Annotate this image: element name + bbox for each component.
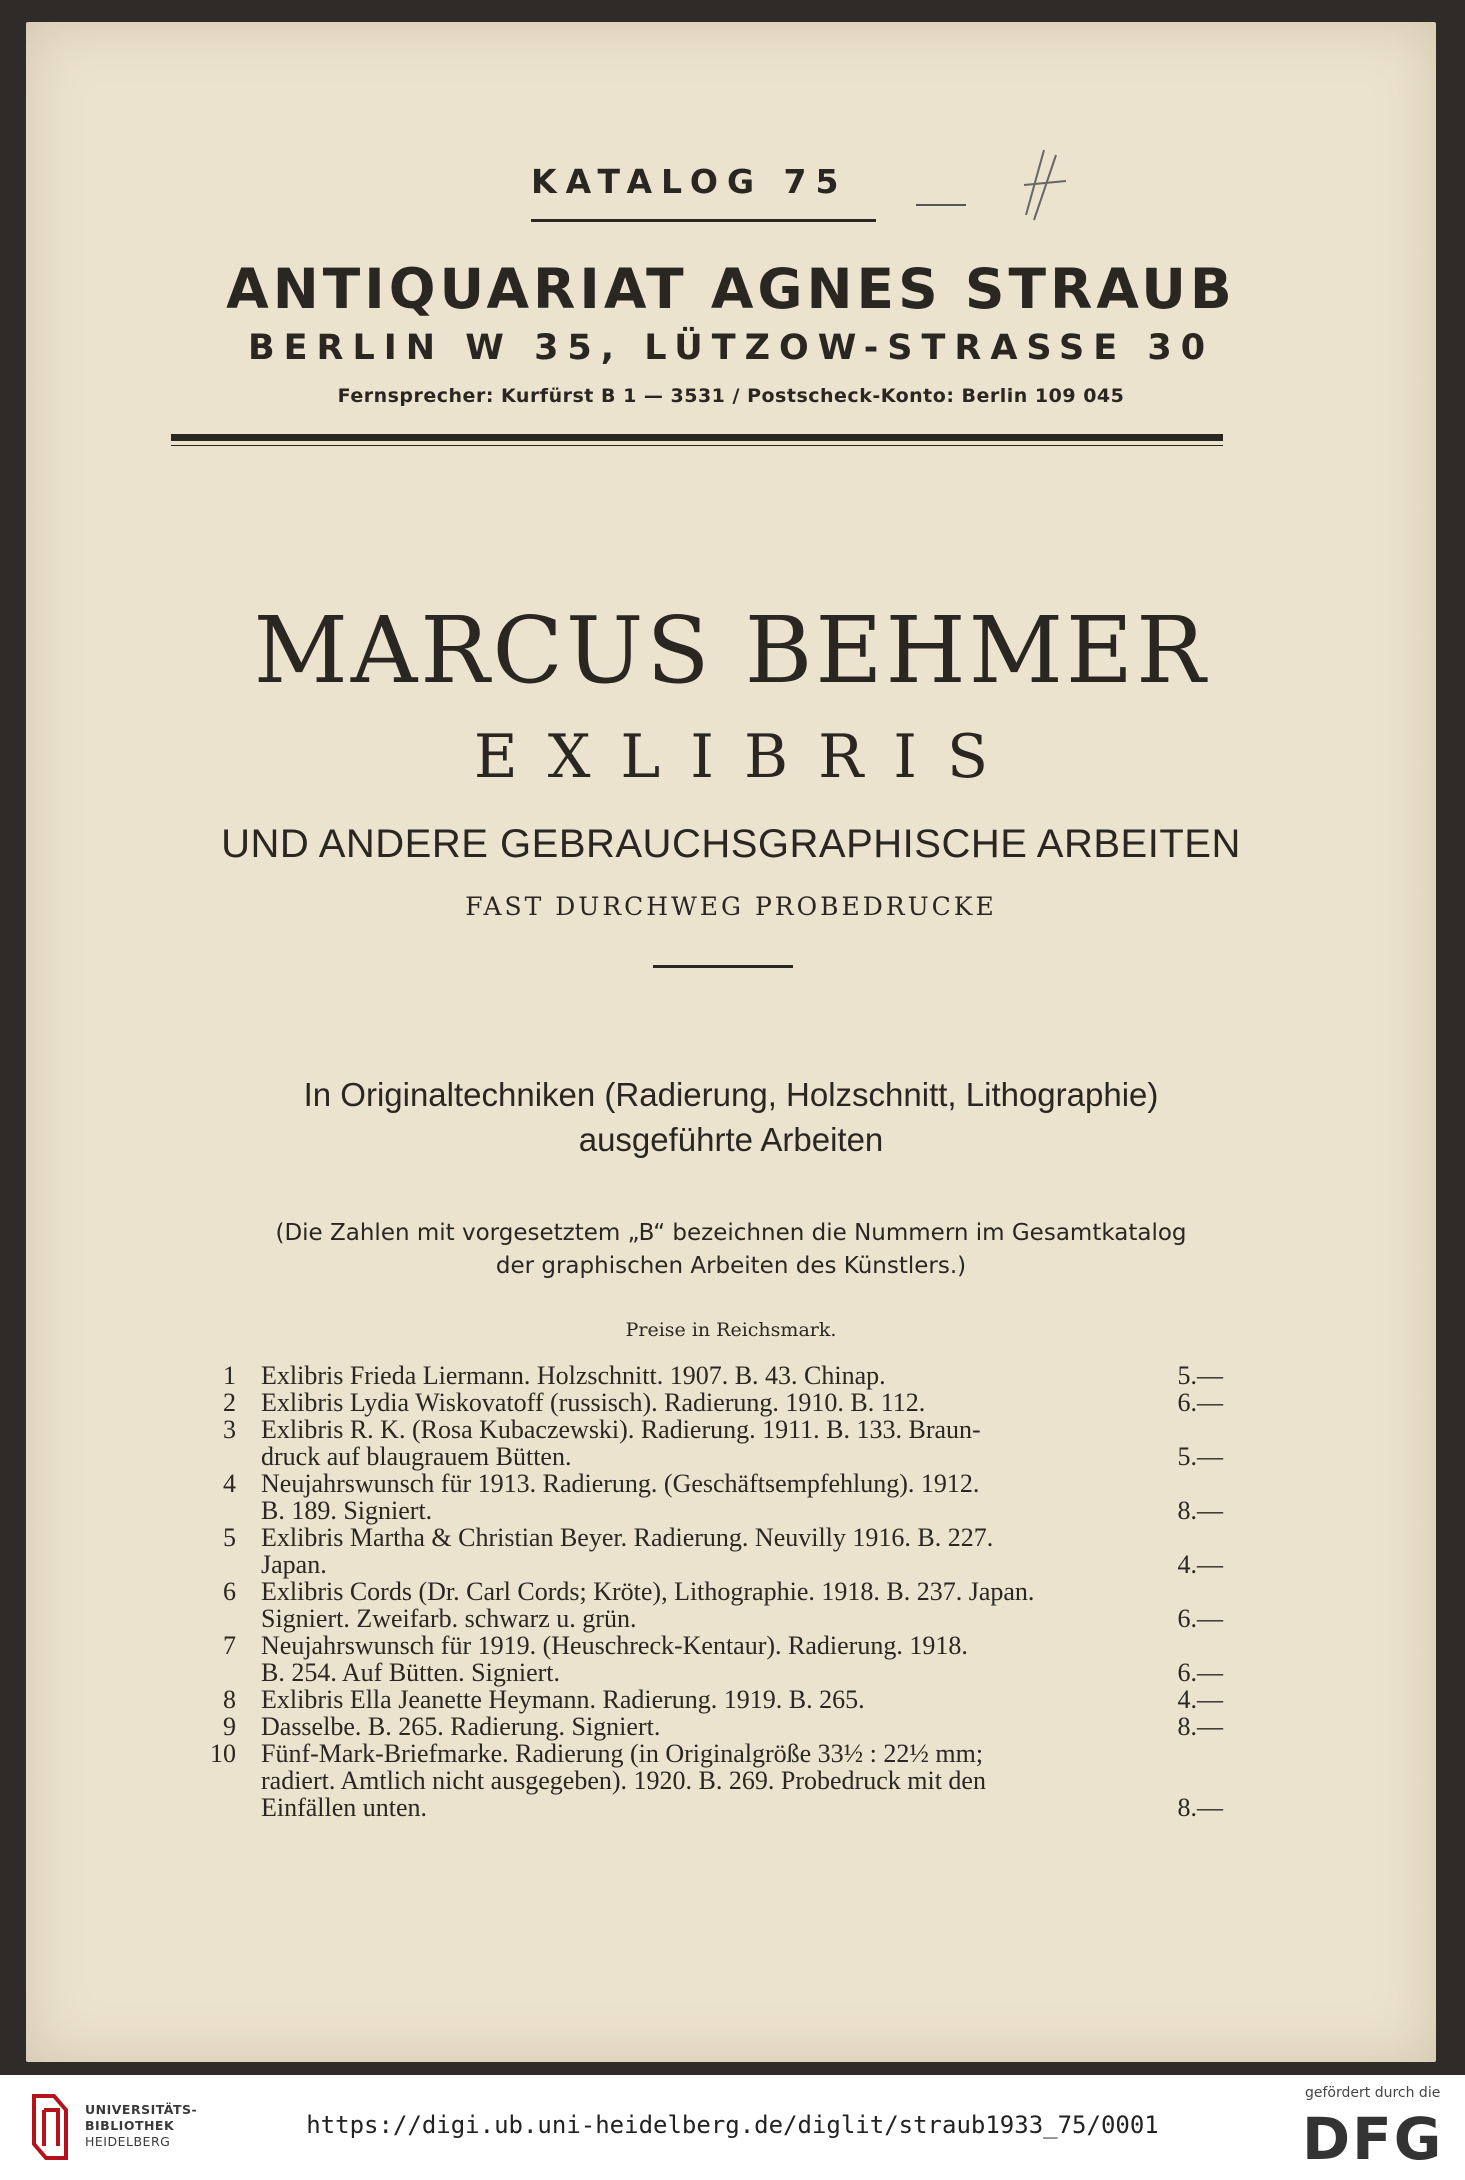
item-final-line <box>261 1659 1223 1686</box>
library-name-line: UNIVERSITÄTS- <box>85 2102 198 2117</box>
exlibris-heading: EXLIBRIS <box>473 722 1019 792</box>
item-price: 4.— <box>1177 1685 1223 1714</box>
catalog-item <box>186 1524 1223 1578</box>
item-number: 2 <box>223 1388 236 1417</box>
note-line: der graphischen Arbeiten des Künstlers.) <box>495 1253 967 1279</box>
item-final-line <box>261 1362 1223 1389</box>
item-final-line <box>261 1551 1223 1578</box>
item-description-line: Neujahrswunsch für 1913. Radierung. (Geschäftsempfehlung). 1912. <box>261 1469 980 1498</box>
catalog-item <box>186 1389 1223 1416</box>
subsubtitle: FAST DURCHWEG PROBEDRUCKE <box>465 892 997 921</box>
item-description-line: Exlibris Frieda Liermann. Holzschnitt. 1907. B. 43. Chinap. <box>261 1361 886 1390</box>
item-description-line: radiert. Amtlich nicht ausgegeben). 1920. B. 269. Probedruck mit den <box>261 1766 986 1795</box>
item-final-line <box>261 1605 1223 1632</box>
item-description-line: Exlibris R. K. (Rosa Kubaczewski). Radierung. 1911. B. 133. Braun- <box>261 1415 981 1444</box>
techniques-line: In Originaltechniken (Radierung, Holzschnitt, Lithographie) <box>303 1076 1159 1113</box>
item-list <box>186 1362 1223 1821</box>
catalog-item <box>186 1740 1223 1821</box>
funding-label: gefördert durch die <box>1305 2085 1441 2101</box>
numbering-note <box>26 1217 1436 1283</box>
catalog-page <box>26 22 1436 2062</box>
item-final-line <box>261 1389 1223 1416</box>
item-number: 4 <box>223 1469 236 1498</box>
catalog-item <box>186 1632 1223 1686</box>
item-description-line: Exlibris Cords (Dr. Carl Cords; Kröte), Lithographie. 1918. B. 237. Japan. <box>261 1577 1035 1606</box>
header-rule-thick <box>171 434 1223 441</box>
item-number: 7 <box>223 1631 236 1660</box>
item-description-line: Signiert. Zweifarb. schwarz u. grün. <box>261 1604 637 1633</box>
item-number: 10 <box>210 1739 236 1768</box>
item-description-line: Fünf-Mark-Briefmarke. Radierung (in Originalgröße 33½ : 22½ mm; <box>261 1739 984 1768</box>
item-description-line: B. 189. Signiert. <box>261 1496 433 1525</box>
catalog-item <box>186 1578 1223 1632</box>
item-description-line: Exlibris Ella Jeanette Heymann. Radierung. 1919. B. 265. <box>261 1685 865 1714</box>
item-price: 6.— <box>1177 1388 1223 1417</box>
item-number: 8 <box>223 1685 236 1714</box>
item-final-line <box>261 1713 1223 1740</box>
item-price: 8.— <box>1177 1793 1223 1822</box>
catalog-item <box>186 1686 1223 1713</box>
note-line: (Die Zahlen mit vorgesetztem „B“ bezeichnen die Nummern im Gesamtkatalog <box>275 1220 1187 1246</box>
techniques-text <box>26 1072 1436 1162</box>
item-number: 1 <box>223 1361 236 1390</box>
contact-line: Fernsprecher: Kurfürst B 1 — 3531 / Postscheck-Konto: Berlin 109 045 <box>337 385 1125 407</box>
catalog-item <box>186 1362 1223 1389</box>
item-number: 3 <box>223 1415 236 1444</box>
item-description-line: Einfällen unten. <box>261 1793 428 1822</box>
center-rule <box>653 965 793 968</box>
item-price: 5.— <box>1177 1361 1223 1390</box>
pencil-annotation <box>906 145 1106 235</box>
item-final-line <box>261 1443 1223 1470</box>
item-number: 9 <box>223 1712 236 1741</box>
item-price: 8.— <box>1177 1496 1223 1525</box>
item-description-line: Exlibris Martha & Christian Beyer. Radierung. Neuvilly 1916. B. 227. <box>261 1523 994 1552</box>
item-description-line: Dasselbe. B. 265. Radierung. Signiert. <box>261 1712 661 1741</box>
firm-name: ANTIQUARIAT AGNES STRAUB <box>226 257 1236 321</box>
catalog-item <box>186 1470 1223 1524</box>
item-description-line: Neujahrswunsch für 1919. (Heuschreck-Kentaur). Radierung. 1918. <box>261 1631 968 1660</box>
catalog-item <box>186 1713 1223 1740</box>
artist-name: MARCUS BEHMER <box>253 597 1209 704</box>
catalog-number: KATALOG 75 <box>531 162 848 201</box>
item-final-line <box>261 1497 1223 1524</box>
catalog-item <box>186 1416 1223 1470</box>
item-final-line <box>261 1794 1223 1821</box>
item-price: 8.— <box>1177 1712 1223 1741</box>
item-price: 5.— <box>1177 1442 1223 1471</box>
header-rule-thin <box>171 445 1223 446</box>
techniques-line: ausgeführte Arbeiten <box>578 1121 884 1158</box>
catalog-underline <box>531 219 876 222</box>
subtitle: UND ANDERE GEBRAUCHSGRAPHISCHE ARBEITEN <box>221 822 1241 866</box>
footer-bar <box>0 2075 1465 2180</box>
source-url-link[interactable]: https://digi.ub.uni-heidelberg.de/diglit/straub1933_75/0001 <box>306 2111 1159 2139</box>
item-price: 6.— <box>1177 1658 1223 1687</box>
item-price: 4.— <box>1177 1550 1223 1579</box>
library-name-line: HEIDELBERG <box>85 2134 171 2149</box>
library-name-line: BIBLIOTHEK <box>85 2118 175 2133</box>
firm-address: BERLIN W 35, LÜTZOW-STRASSE 30 <box>247 328 1215 368</box>
item-number: 6 <box>223 1577 236 1606</box>
item-description-line: Exlibris Lydia Wiskovatoff (russisch). Radierung. 1910. B. 112. <box>261 1388 926 1417</box>
item-number: 5 <box>223 1523 236 1552</box>
item-final-line <box>261 1686 1223 1713</box>
item-description-line: B. 254. Auf Bütten. Signiert. <box>261 1658 560 1687</box>
prices-label: Preise in Reichsmark. <box>625 1319 837 1341</box>
item-price: 6.— <box>1177 1604 1223 1633</box>
item-description-line: Japan. <box>261 1550 327 1579</box>
dfg-logo: DFG <box>1302 2105 1444 2173</box>
item-description-line: druck auf blaugrauem Bütten. <box>261 1442 572 1471</box>
